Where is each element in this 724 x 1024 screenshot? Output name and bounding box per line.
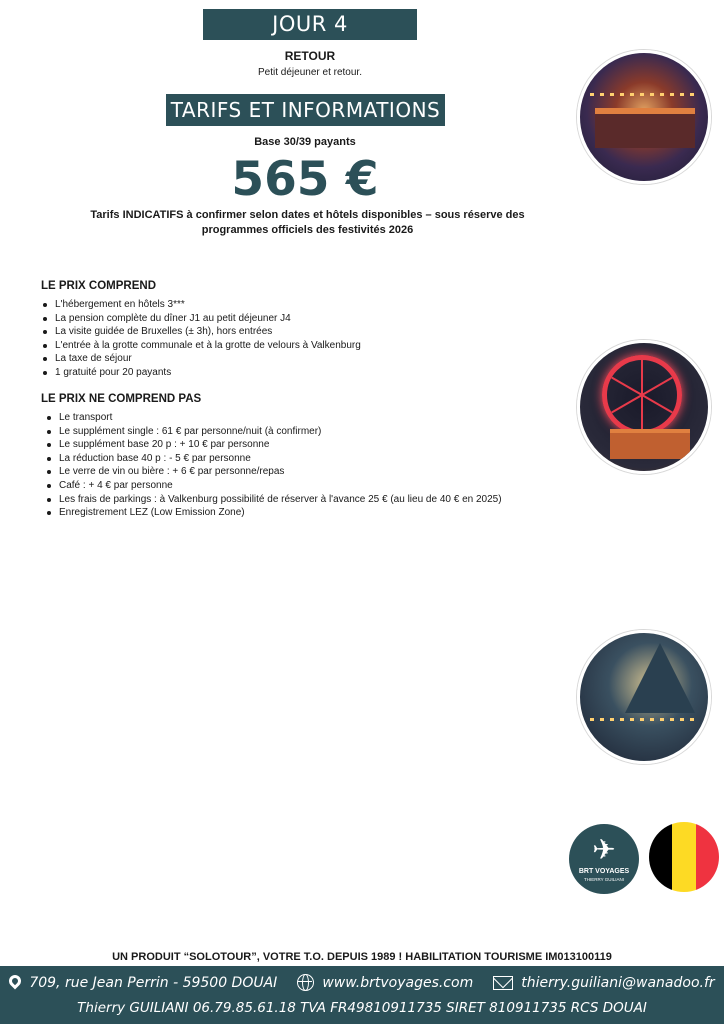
brt-voyages-logo bbox=[569, 824, 639, 894]
ferris-wheel-photo bbox=[577, 340, 711, 474]
footer-contact-row bbox=[0, 974, 724, 991]
location-pin-icon bbox=[7, 973, 24, 990]
website-link[interactable]: www.brtvoyages.com bbox=[322, 974, 474, 991]
address-text: 709, rue Jean Perrin - 59500 DOUAI bbox=[29, 974, 278, 991]
legal-text: Thierry GUILIANI 06.79.85.61.18 TVA FR49810911735 SIRET 810911735 RCS DOUAI bbox=[77, 1000, 647, 1016]
globe-icon bbox=[297, 974, 314, 991]
base-text: Base 30/39 payants bbox=[254, 136, 356, 148]
day-description: Petit déjeuner et retour. bbox=[258, 67, 362, 78]
list-item: Le verre de vin ou bière : + 6 € par personne/repas bbox=[45, 465, 515, 479]
day-banner: JOUR 4 bbox=[203, 9, 417, 40]
logo-name: BRT VOYAGES bbox=[578, 868, 630, 875]
tarifs-banner: TARIFS ET INFORMATIONS bbox=[166, 94, 445, 126]
day-title: RETOUR bbox=[284, 49, 336, 63]
ne-comprend-title: LE PRIX NE COMPREND PAS bbox=[41, 393, 202, 405]
flag-band-red bbox=[696, 822, 719, 892]
string-lights bbox=[590, 718, 698, 721]
footer-email[interactable] bbox=[493, 975, 714, 991]
price-note-line-2: programmes officiels des festivités 2026 bbox=[201, 224, 414, 236]
price-note-line-1: Tarifs INDICATIFS à confirmer selon dates et hôtels disponibles – sous réserve des bbox=[90, 209, 525, 221]
list-item: L'entrée à la grotte communale et à la grotte de velours à Valkenburg bbox=[41, 339, 511, 353]
comprend-title: LE PRIX COMPREND bbox=[41, 280, 157, 292]
flag-band-black bbox=[649, 822, 672, 892]
list-item: Enregistrement LEZ (Low Emission Zone) bbox=[45, 506, 515, 520]
list-item: La pension complète du dîner J1 au petit déjeuner J4 bbox=[41, 312, 511, 326]
list-item: Les frais de parkings : à Valkenburg possibilité de réserver à l'avance 25 € (au lieu de 40 € en 2025) bbox=[45, 493, 515, 507]
carousel-shape bbox=[595, 108, 695, 148]
plane-icon: ✈ bbox=[592, 834, 616, 865]
mail-icon bbox=[493, 976, 513, 990]
list-item: L'hébergement en hôtels 3*** bbox=[41, 298, 511, 312]
list-item: Le supplément single : 61 € par personne/nuit (à confirmer) bbox=[45, 425, 515, 439]
comprend-list bbox=[41, 298, 511, 380]
price: 565 € bbox=[231, 152, 379, 207]
ferris-wheel-shape bbox=[602, 355, 682, 435]
footer bbox=[0, 966, 724, 1024]
string-lights bbox=[590, 93, 698, 96]
christmas-tree-shape bbox=[625, 643, 695, 713]
footer-address bbox=[9, 975, 277, 991]
market-booth-shape bbox=[610, 429, 690, 459]
ne-comprend-list bbox=[45, 411, 515, 520]
list-item: La taxe de séjour bbox=[41, 352, 511, 366]
list-item: 1 gratuité pour 20 payants bbox=[41, 366, 511, 380]
list-item: La visite guidée de Bruxelles (± 3h), hors entrées bbox=[41, 325, 511, 339]
email-link[interactable]: thierry.guiliani@wanadoo.fr bbox=[521, 974, 715, 991]
logo-subtitle: THIERRY GUILIANI bbox=[583, 877, 625, 882]
flag-band-yellow bbox=[672, 822, 695, 892]
list-item: La réduction base 40 p : - 5 € par personne bbox=[45, 452, 515, 466]
christmas-tree-square-photo bbox=[577, 630, 711, 764]
footer-website[interactable] bbox=[297, 974, 473, 991]
list-item: Le supplément base 20 p : + 10 € par personne bbox=[45, 438, 515, 452]
christmas-market-carousel-photo bbox=[577, 50, 711, 184]
footer-legal-row bbox=[0, 1000, 724, 1016]
tagline: UN PRODUIT “SOLOTOUR”, VOTRE T.O. DEPUIS 1989 ! HABILITATION TOURISME IM013100119 bbox=[112, 951, 612, 963]
belgium-flag-icon bbox=[649, 822, 719, 892]
list-item: Café : + 4 € par personne bbox=[45, 479, 515, 493]
list-item: Le transport bbox=[45, 411, 515, 425]
price-note bbox=[60, 208, 555, 238]
